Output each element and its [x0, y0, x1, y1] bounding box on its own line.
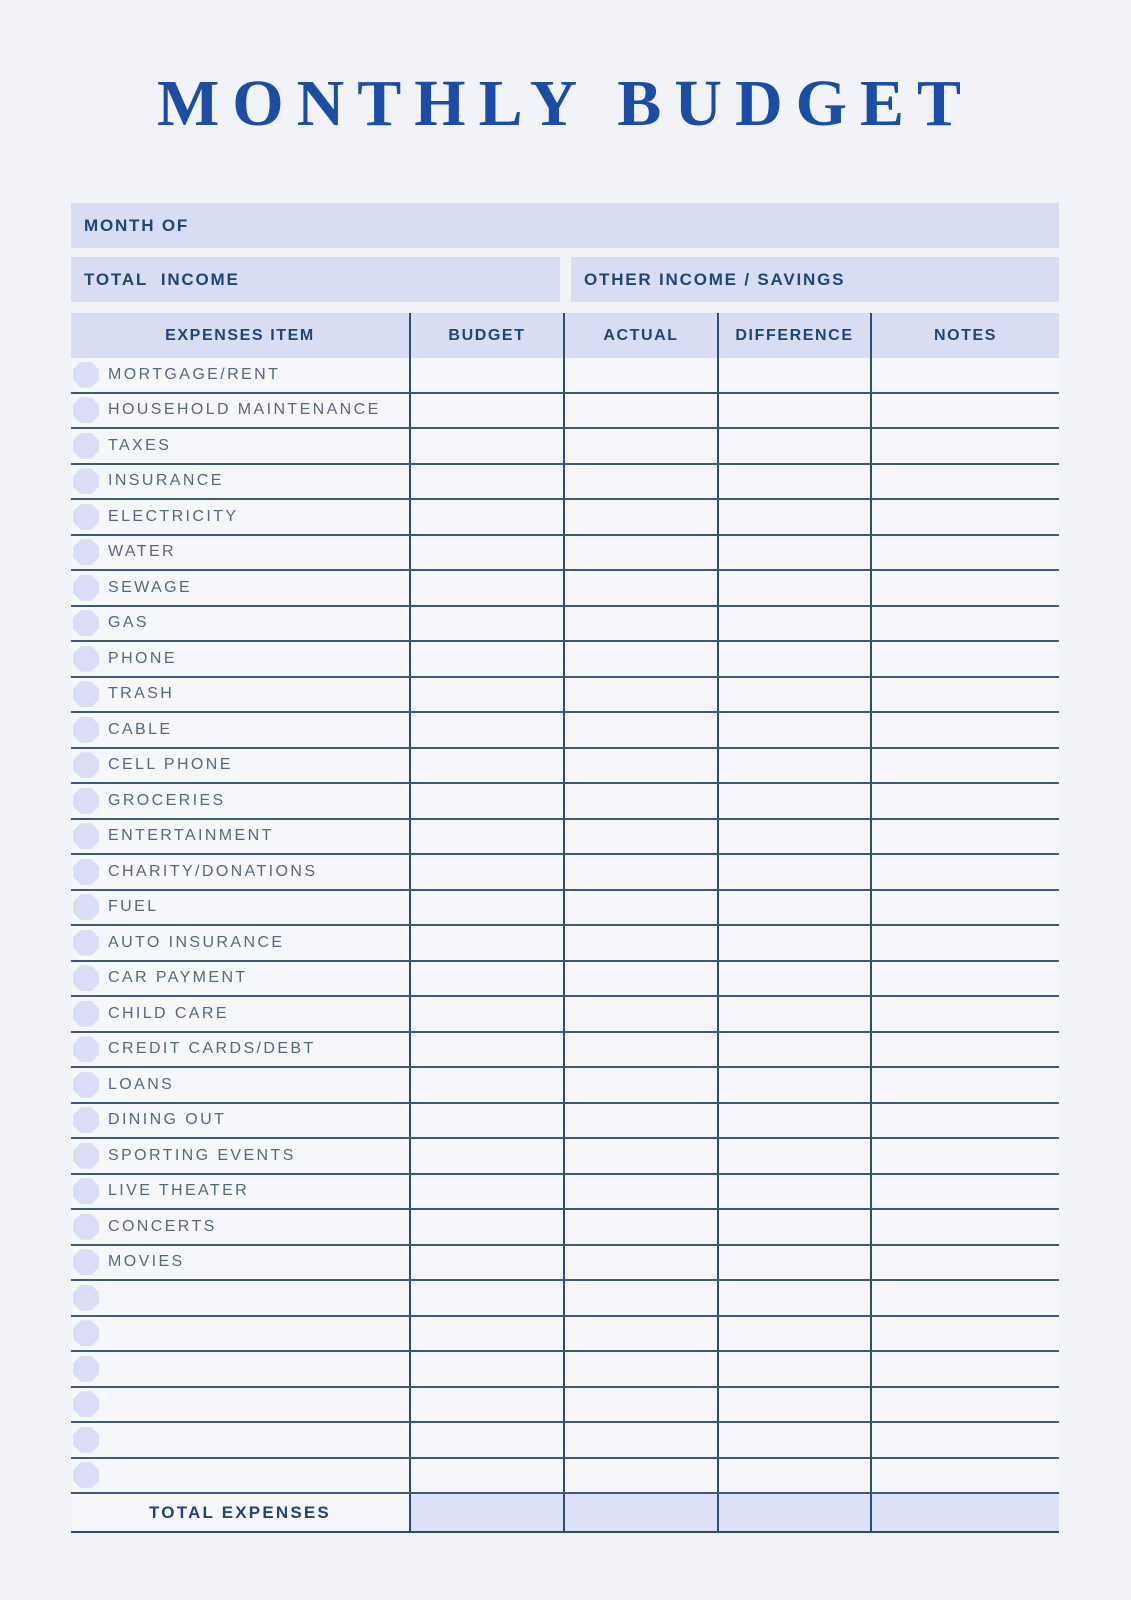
table-row	[71, 1459, 1059, 1495]
octagon-bullet-icon	[73, 1427, 99, 1453]
octagon-bullet-icon	[73, 788, 99, 814]
actual-cell[interactable]	[563, 891, 717, 925]
total-difference-cell[interactable]	[717, 1494, 870, 1531]
table-body	[71, 358, 1059, 1494]
actual-cell[interactable]	[563, 465, 717, 499]
notes-cell[interactable]	[870, 536, 1059, 570]
octagon-bullet-icon	[73, 1214, 99, 1240]
expense-item-cell	[71, 1317, 409, 1351]
expense-item-cell	[71, 1033, 409, 1067]
expense-item-cell	[71, 1068, 409, 1102]
notes-cell[interactable]	[870, 926, 1059, 960]
table-row	[71, 1068, 1059, 1104]
difference-cell[interactable]	[717, 1352, 870, 1386]
actual-cell[interactable]	[563, 1068, 717, 1102]
actual-cell[interactable]	[563, 820, 717, 854]
octagon-bullet-icon	[73, 1001, 99, 1027]
expense-item-label: LOANS	[108, 1075, 175, 1093]
expense-item-cell	[71, 1139, 409, 1173]
difference-cell[interactable]	[717, 1388, 870, 1422]
octagon-bullet-icon	[73, 859, 99, 885]
table-row	[71, 1139, 1059, 1175]
notes-cell[interactable]	[870, 1459, 1059, 1493]
total-actual-cell[interactable]	[563, 1494, 717, 1531]
actual-cell[interactable]	[563, 855, 717, 889]
octagon-bullet-icon	[73, 1178, 99, 1204]
table-row	[71, 749, 1059, 785]
notes-cell[interactable]	[870, 1068, 1059, 1102]
expense-item-cell	[71, 1210, 409, 1244]
table-row	[71, 1281, 1059, 1317]
difference-cell[interactable]	[717, 500, 870, 534]
expense-item-cell	[71, 1104, 409, 1138]
notes-cell[interactable]	[870, 1423, 1059, 1457]
expense-item-cell	[71, 926, 409, 960]
budget-cell[interactable]	[409, 678, 563, 712]
table-row	[71, 997, 1059, 1033]
expense-item-label: CAR PAYMENT	[108, 969, 248, 987]
difference-cell[interactable]	[717, 536, 870, 570]
difference-cell[interactable]	[717, 1104, 870, 1138]
difference-cell[interactable]	[717, 1210, 870, 1244]
total-expenses-label: TOTAL EXPENSES	[149, 1502, 331, 1522]
expense-item-label: GAS	[108, 614, 149, 632]
actual-cell[interactable]	[563, 1423, 717, 1457]
header-difference: DIFFERENCE	[717, 313, 870, 358]
octagon-bullet-icon	[73, 1391, 99, 1417]
table-row	[71, 926, 1059, 962]
octagon-bullet-icon	[73, 539, 99, 565]
difference-cell[interactable]	[717, 358, 870, 392]
budget-cell[interactable]	[409, 1388, 563, 1422]
difference-cell[interactable]	[717, 1317, 870, 1351]
notes-cell[interactable]	[870, 429, 1059, 463]
table-row	[71, 1210, 1059, 1246]
difference-cell[interactable]	[717, 571, 870, 605]
budget-cell[interactable]	[409, 1317, 563, 1351]
expense-item-label: CELL PHONE	[108, 756, 233, 774]
difference-cell[interactable]	[717, 429, 870, 463]
table-row	[71, 678, 1059, 714]
budget-cell[interactable]	[409, 1033, 563, 1067]
expense-item-cell	[71, 891, 409, 925]
difference-cell[interactable]	[717, 926, 870, 960]
budget-cell[interactable]	[409, 1068, 563, 1102]
budget-cell[interactable]	[409, 1175, 563, 1209]
notes-cell[interactable]	[870, 465, 1059, 499]
octagon-bullet-icon	[73, 468, 99, 494]
budget-cell[interactable]	[409, 536, 563, 570]
expense-item-cell	[71, 962, 409, 996]
actual-cell[interactable]	[563, 1281, 717, 1315]
octagon-bullet-icon	[73, 1143, 99, 1169]
expense-item-cell	[71, 1175, 409, 1209]
table-row	[71, 1246, 1059, 1282]
difference-cell[interactable]	[717, 1246, 870, 1280]
table-row	[71, 820, 1059, 856]
table-row	[71, 784, 1059, 820]
notes-cell[interactable]	[870, 1210, 1059, 1244]
table-row	[71, 358, 1059, 394]
expense-item-label: CHARITY/DONATIONS	[108, 862, 318, 880]
notes-cell[interactable]	[870, 962, 1059, 996]
budget-cell[interactable]	[409, 749, 563, 783]
notes-cell[interactable]	[870, 1033, 1059, 1067]
difference-cell[interactable]	[717, 1423, 870, 1457]
header-actual: ACTUAL	[563, 313, 717, 358]
other-income-savings-label: OTHER INCOME / SAVINGS	[584, 269, 846, 289]
octagon-bullet-icon	[73, 965, 99, 991]
expense-item-cell	[71, 358, 409, 392]
expense-item-cell	[71, 678, 409, 712]
table-row	[71, 962, 1059, 998]
difference-cell[interactable]	[717, 997, 870, 1031]
expense-item-label: INSURANCE	[108, 472, 224, 490]
expense-item-cell	[71, 607, 409, 641]
budget-cell[interactable]	[409, 1281, 563, 1315]
table-row	[71, 1175, 1059, 1211]
actual-cell[interactable]	[563, 749, 717, 783]
budget-cell[interactable]	[409, 1352, 563, 1386]
expense-item-label: AUTO INSURANCE	[108, 933, 285, 951]
budget-cell[interactable]	[409, 1139, 563, 1173]
difference-cell[interactable]	[717, 713, 870, 747]
notes-cell[interactable]	[870, 678, 1059, 712]
table-row	[71, 855, 1059, 891]
expense-item-label: CHILD CARE	[108, 1004, 229, 1022]
total-income-label: TOTAL INCOME	[84, 269, 240, 289]
expense-item-label: CABLE	[108, 720, 173, 738]
expenses-table	[71, 313, 1059, 1533]
budget-cell[interactable]	[409, 855, 563, 889]
actual-cell[interactable]	[563, 1175, 717, 1209]
difference-cell[interactable]	[717, 678, 870, 712]
notes-cell[interactable]	[870, 1281, 1059, 1315]
difference-cell[interactable]	[717, 891, 870, 925]
budget-cell[interactable]	[409, 571, 563, 605]
actual-cell[interactable]	[563, 358, 717, 392]
difference-cell[interactable]	[717, 1281, 870, 1315]
budget-cell[interactable]	[409, 713, 563, 747]
octagon-bullet-icon	[73, 681, 99, 707]
actual-cell[interactable]	[563, 536, 717, 570]
expense-item-cell	[71, 1459, 409, 1493]
notes-cell[interactable]	[870, 1104, 1059, 1138]
expense-item-cell	[71, 855, 409, 889]
total-notes-cell[interactable]	[870, 1494, 1059, 1531]
octagon-bullet-icon	[73, 397, 99, 423]
expense-item-label: SPORTING EVENTS	[108, 1146, 296, 1164]
expense-item-cell	[71, 465, 409, 499]
actual-cell[interactable]	[563, 1210, 717, 1244]
total-budget-cell[interactable]	[409, 1494, 563, 1531]
budget-cell[interactable]	[409, 926, 563, 960]
difference-cell[interactable]	[717, 607, 870, 641]
expense-item-label: TRASH	[108, 685, 175, 703]
difference-cell[interactable]	[717, 642, 870, 676]
expense-item-label: HOUSEHOLD MAINTENANCE	[108, 401, 381, 419]
notes-cell[interactable]	[870, 607, 1059, 641]
budget-cell[interactable]	[409, 1459, 563, 1493]
expense-item-cell	[71, 1352, 409, 1386]
octagon-bullet-icon	[73, 646, 99, 672]
octagon-bullet-icon	[73, 1356, 99, 1382]
header-notes: NOTES	[870, 313, 1059, 358]
expense-item-cell	[71, 784, 409, 818]
difference-cell[interactable]	[717, 1139, 870, 1173]
expense-item-cell	[71, 820, 409, 854]
difference-cell[interactable]	[717, 855, 870, 889]
octagon-bullet-icon	[73, 823, 99, 849]
expense-item-label: CONCERTS	[108, 1217, 217, 1235]
month-of-field[interactable]	[71, 203, 1059, 248]
expense-item-cell	[71, 749, 409, 783]
notes-cell[interactable]	[870, 749, 1059, 783]
expense-item-label: ELECTRICITY	[108, 507, 239, 525]
other-income-savings-field[interactable]	[571, 257, 1059, 302]
actual-cell[interactable]	[563, 1317, 717, 1351]
budget-cell[interactable]	[409, 1246, 563, 1280]
table-row	[71, 571, 1059, 607]
notes-cell[interactable]	[870, 1352, 1059, 1386]
actual-cell[interactable]	[563, 1388, 717, 1422]
octagon-bullet-icon	[73, 1320, 99, 1346]
notes-cell[interactable]	[870, 1317, 1059, 1351]
table-row	[71, 465, 1059, 501]
notes-cell[interactable]	[870, 500, 1059, 534]
notes-cell[interactable]	[870, 358, 1059, 392]
table-row	[71, 1104, 1059, 1140]
actual-cell[interactable]	[563, 607, 717, 641]
actual-cell[interactable]	[563, 678, 717, 712]
table-header-row	[71, 313, 1059, 358]
expense-item-label: FUEL	[108, 898, 159, 916]
budget-cell[interactable]	[409, 1104, 563, 1138]
actual-cell[interactable]	[563, 1459, 717, 1493]
notes-cell[interactable]	[870, 997, 1059, 1031]
total-expenses-row	[71, 1494, 1059, 1533]
difference-cell[interactable]	[717, 749, 870, 783]
octagon-bullet-icon	[73, 894, 99, 920]
table-row	[71, 891, 1059, 927]
budget-cell[interactable]	[409, 607, 563, 641]
actual-cell[interactable]	[563, 784, 717, 818]
expense-item-label: MORTGAGE/RENT	[108, 365, 281, 383]
notes-cell[interactable]	[870, 642, 1059, 676]
expense-item-label: LIVE THEATER	[108, 1182, 250, 1200]
actual-cell[interactable]	[563, 500, 717, 534]
expense-item-cell	[71, 713, 409, 747]
expense-item-cell	[71, 1388, 409, 1422]
actual-cell[interactable]	[563, 1352, 717, 1386]
expense-item-cell	[71, 394, 409, 428]
actual-cell[interactable]	[563, 1104, 717, 1138]
actual-cell[interactable]	[563, 429, 717, 463]
expense-item-label: DINING OUT	[108, 1111, 227, 1129]
difference-cell[interactable]	[717, 784, 870, 818]
actual-cell[interactable]	[563, 1033, 717, 1067]
budget-cell[interactable]	[409, 820, 563, 854]
table-row	[71, 1388, 1059, 1424]
notes-cell[interactable]	[870, 1246, 1059, 1280]
octagon-bullet-icon	[73, 575, 99, 601]
expense-item-label: PHONE	[108, 649, 177, 667]
octagon-bullet-icon	[73, 504, 99, 530]
octagon-bullet-icon	[73, 362, 99, 388]
difference-cell[interactable]	[717, 1068, 870, 1102]
content-area	[71, 203, 1059, 1533]
actual-cell[interactable]	[563, 394, 717, 428]
octagon-bullet-icon	[73, 1462, 99, 1488]
month-of-label: MONTH OF	[84, 215, 190, 235]
octagon-bullet-icon	[73, 1249, 99, 1275]
notes-cell[interactable]	[870, 571, 1059, 605]
budget-cell[interactable]	[409, 1210, 563, 1244]
budget-cell[interactable]	[409, 500, 563, 534]
notes-cell[interactable]	[870, 713, 1059, 747]
octagon-bullet-icon	[73, 930, 99, 956]
expense-item-cell	[71, 997, 409, 1031]
actual-cell[interactable]	[563, 1139, 717, 1173]
budget-cell[interactable]	[409, 394, 563, 428]
expense-item-cell	[71, 536, 409, 570]
income-row	[71, 257, 1059, 302]
table-row	[71, 429, 1059, 465]
actual-cell[interactable]	[563, 962, 717, 996]
table-row	[71, 642, 1059, 678]
difference-cell[interactable]	[717, 820, 870, 854]
budget-cell[interactable]	[409, 962, 563, 996]
table-row	[71, 1317, 1059, 1353]
expense-item-cell	[71, 571, 409, 605]
difference-cell[interactable]	[717, 962, 870, 996]
notes-cell[interactable]	[870, 784, 1059, 818]
table-row	[71, 1033, 1059, 1069]
octagon-bullet-icon	[73, 1107, 99, 1133]
expense-item-cell	[71, 429, 409, 463]
expense-item-cell	[71, 642, 409, 676]
difference-cell[interactable]	[717, 1175, 870, 1209]
notes-cell[interactable]	[870, 891, 1059, 925]
table-row	[71, 1423, 1059, 1459]
actual-cell[interactable]	[563, 997, 717, 1031]
notes-cell[interactable]	[870, 394, 1059, 428]
expense-item-label: MOVIES	[108, 1253, 185, 1271]
expense-item-label: ENTERTAINMENT	[108, 827, 274, 845]
table-row	[71, 536, 1059, 572]
table-row	[71, 713, 1059, 749]
total-expenses-label-cell	[71, 1494, 409, 1531]
octagon-bullet-icon	[73, 717, 99, 743]
actual-cell[interactable]	[563, 713, 717, 747]
header-expenses-item: EXPENSES ITEM	[165, 326, 315, 344]
expense-item-cell	[71, 500, 409, 534]
notes-cell[interactable]	[870, 1175, 1059, 1209]
expense-item-cell	[71, 1281, 409, 1315]
octagon-bullet-icon	[73, 433, 99, 459]
total-income-field[interactable]	[71, 257, 560, 302]
budget-cell[interactable]	[409, 997, 563, 1031]
table-row	[71, 607, 1059, 643]
difference-cell[interactable]	[717, 1459, 870, 1493]
budget-cell[interactable]	[409, 891, 563, 925]
octagon-bullet-icon	[73, 1072, 99, 1098]
budget-cell[interactable]	[409, 642, 563, 676]
expense-item-cell	[71, 1246, 409, 1280]
difference-cell[interactable]	[717, 394, 870, 428]
budget-cell[interactable]	[409, 784, 563, 818]
notes-cell[interactable]	[870, 855, 1059, 889]
octagon-bullet-icon	[73, 752, 99, 778]
notes-cell[interactable]	[870, 820, 1059, 854]
table-row	[71, 394, 1059, 430]
actual-cell[interactable]	[563, 1246, 717, 1280]
notes-cell[interactable]	[870, 1388, 1059, 1422]
difference-cell[interactable]	[717, 1033, 870, 1067]
budget-cell[interactable]	[409, 1423, 563, 1457]
header-budget: BUDGET	[409, 313, 563, 358]
notes-cell[interactable]	[870, 1139, 1059, 1173]
budget-cell[interactable]	[409, 465, 563, 499]
octagon-bullet-icon	[73, 610, 99, 636]
budget-cell[interactable]	[409, 429, 563, 463]
actual-cell[interactable]	[563, 642, 717, 676]
table-row	[71, 500, 1059, 536]
actual-cell[interactable]	[563, 571, 717, 605]
octagon-bullet-icon	[73, 1036, 99, 1062]
expense-item-label: WATER	[108, 543, 176, 561]
octagon-bullet-icon	[73, 1285, 99, 1311]
actual-cell[interactable]	[563, 926, 717, 960]
expense-item-label: GROCERIES	[108, 791, 226, 809]
expense-item-cell	[71, 1423, 409, 1457]
budget-cell[interactable]	[409, 358, 563, 392]
expense-item-label: CREDIT CARDS/DEBT	[108, 1040, 316, 1058]
table-row	[71, 1352, 1059, 1388]
difference-cell[interactable]	[717, 465, 870, 499]
page-title: MONTHLY BUDGET	[156, 67, 975, 140]
expense-item-label: SEWAGE	[108, 578, 193, 596]
expense-item-label: TAXES	[108, 436, 172, 454]
